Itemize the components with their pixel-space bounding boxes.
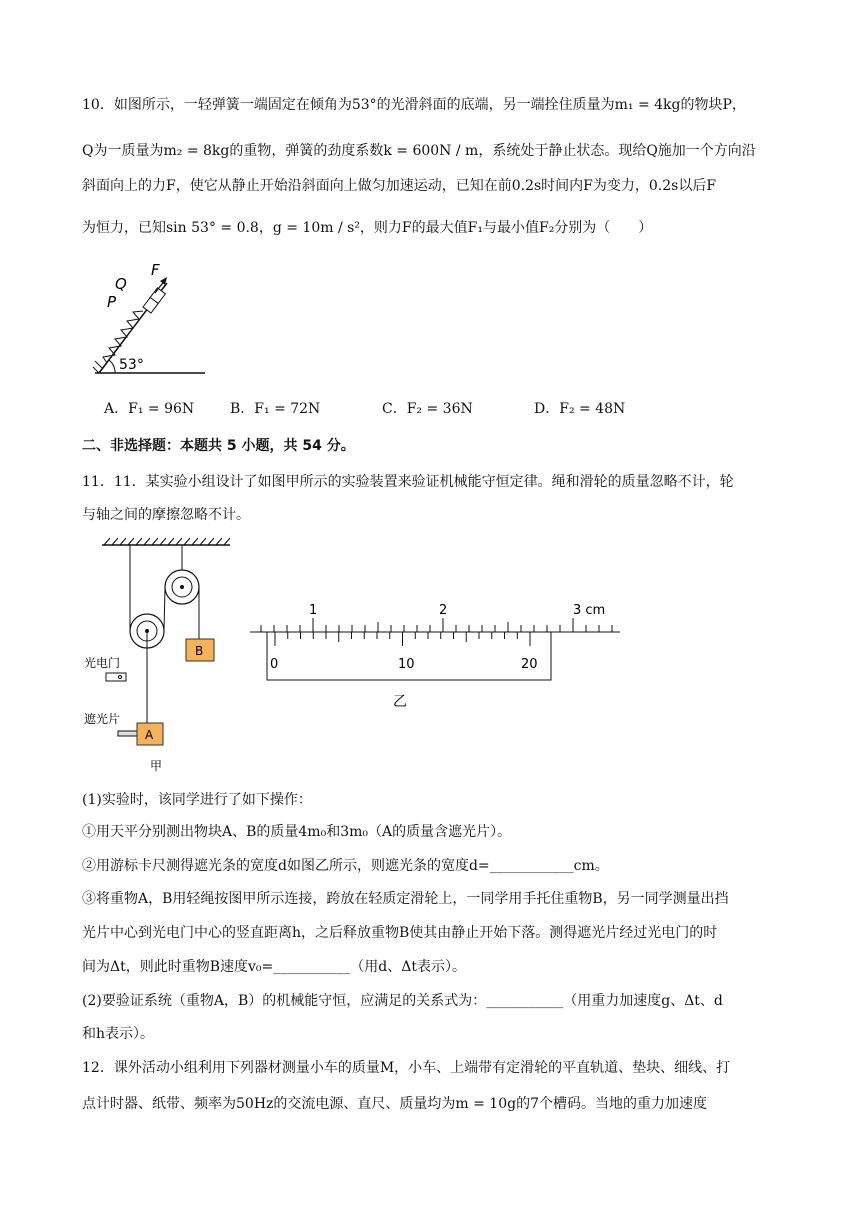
pulley-figure xyxy=(82,535,242,775)
main-label-3: 3 cm xyxy=(573,603,606,618)
vernier-figure xyxy=(245,598,625,718)
photogate-label: 光电门 xyxy=(84,656,121,670)
q10-line-2: Q为一质量为m₂ = 8kg的重物，弹簧的劲度系数k = 600N / m，系统处于静止状态。现给Q施加一个方向沿 xyxy=(82,143,756,159)
q11-line-1: 11．11．某实验小组设计了如图甲所示的实验装置来验证机械能守恒定律。绳和滑轮的质量忽略不计，轮 xyxy=(82,474,734,490)
vernier-label-20: 20 xyxy=(521,657,538,672)
option-b[interactable]: B．F₁ = 72N xyxy=(230,401,321,417)
shutter-label: 遮光片 xyxy=(84,712,121,726)
label-q: Q xyxy=(115,275,127,293)
option-a[interactable]: A．F₁ = 96N xyxy=(104,401,195,417)
q12-line-2: 点计时器、纸带、频率为50Hz的交流电源、直尺、质量均为m = 10g的7个槽码。当地的重力加速度 xyxy=(82,1096,707,1112)
main-label-2: 2 xyxy=(439,603,448,618)
label-angle: 53° xyxy=(119,357,144,373)
vernier-label-10: 10 xyxy=(398,657,415,672)
q10-line-3: 斜面向上的力F，使它从静止开始沿斜面向上做匀加速运动，已知在前0.2s时间内F为变力，0.2s以后F xyxy=(82,178,717,194)
q11-step-2: ①用天平分别测出物块A、B的质量4m₀和3m₀（A的质量含遮光片）。 xyxy=(82,824,512,840)
q11-step-6: 间为Δt，则此时重物B速度v₀=___________（用d、Δt表示）。 xyxy=(82,959,466,975)
option-d[interactable]: D．F₂ = 48N xyxy=(534,401,626,417)
vernier-label-0: 0 xyxy=(270,657,279,672)
block-a-label: A xyxy=(145,728,154,742)
q11-line-2: 与轴之间的摩擦忽略不计。 xyxy=(82,507,250,523)
q10-line-1: 10．如图所示，一轻弹簧一端固定在倾角为53°的光滑斜面的底端，另一端拴住质量为m₁ = 4kg的物块P， xyxy=(82,97,746,113)
q11-step-8: 和h表示）。 xyxy=(82,1026,155,1042)
option-c[interactable]: C．F₂ = 36N xyxy=(382,401,473,417)
main-label-1: 1 xyxy=(309,603,318,618)
q11-step-3: ②用游标卡尺测得遮光条的宽度d如图乙所示，则遮光条的宽度d=____________cm。 xyxy=(82,858,609,874)
figure-jia-caption: 甲 xyxy=(150,759,163,773)
block-b-label: B xyxy=(195,644,204,658)
q12-line-1: 12．课外活动小组利用下列器材测量小车的质量M，小车、上端带有定滑轮的平直轨道、垫块、细线、打 xyxy=(82,1060,731,1076)
q11-step-4: ③将重物A，B用轻绳按图甲所示连接，跨放在轻质定滑轮上，一同学用手托住重物B，另一同学测量出挡 xyxy=(82,891,729,907)
incline-figure xyxy=(85,255,215,380)
label-p: P xyxy=(107,293,117,311)
q10-line-4: 为恒力，已知sin 53° = 0.8，g = 10m / s²，则力F的最大值F₁与最小值F₂分别为（ ） xyxy=(82,220,653,236)
q11-step-5: 光片中心到光电门中心的竖直距离h，之后释放重物B使其由静止开始下落。测得遮光片经过光电门的时 xyxy=(82,925,718,941)
q11-step-1: (1)实验时，该同学进行了如下操作： xyxy=(82,792,312,808)
label-f: F xyxy=(151,261,160,279)
section-heading: 二、非选择题：本题共 5 小题，共 54 分。 xyxy=(82,438,355,454)
figure-yi-caption: 乙 xyxy=(393,694,407,710)
q11-step-7: (2)要验证系统（重物A，B）的机械能守恒，应满足的关系式为：___________（用重力加速度g、Δt、d xyxy=(82,993,723,1009)
